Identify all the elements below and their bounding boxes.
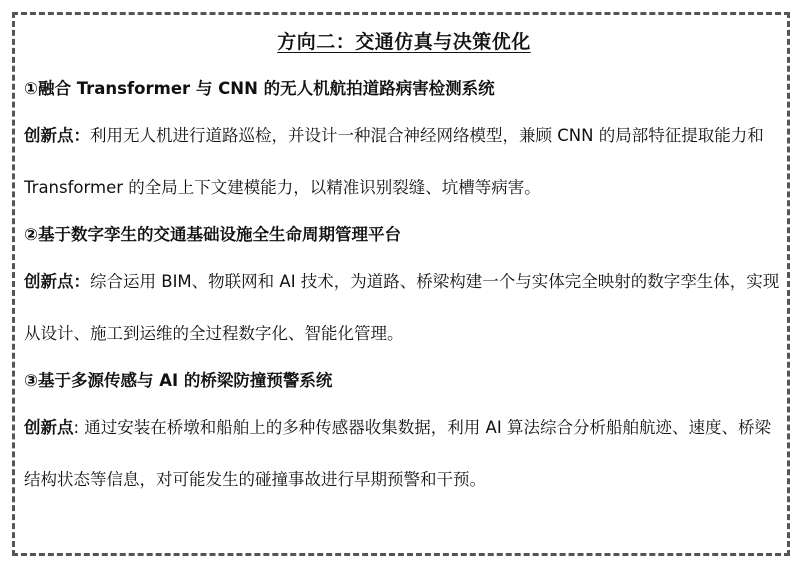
innovation-label: 创新点： [24, 272, 90, 291]
innovation-text: : 通过安装在桥墩和船舶上的多种传感器收集数据，利用 AI 算法综合分析船舶航迹、速度、桥梁结构状态等信息，对可能发生的碰撞事故进行早期预警和干预。 [24, 418, 771, 489]
section-paragraph [24, 402, 784, 506]
innovation-text: 综合运用 BIM、物联网和 AI 技术，为道路、桥梁构建一个与实体完全映射的数字孪生体，实现从设计、施工到运维的全过程数字化、智能化管理。 [24, 272, 780, 343]
innovation-label: 创新点 [24, 418, 74, 437]
section-heading: ②基于数字孪生的交通基础设施全生命周期管理平台 [24, 225, 401, 244]
section-paragraph [24, 256, 784, 360]
section-paragraph [24, 110, 784, 214]
section-1 [24, 76, 784, 214]
section-3 [24, 368, 784, 506]
section-2 [24, 222, 784, 360]
document-content [24, 28, 784, 506]
page-title: 方向二：交通仿真与决策优化 [277, 31, 531, 53]
section-heading: ①融合 Transformer 与 CNN 的无人机航拍道路病害检测系统 [24, 79, 495, 98]
section-heading: ③基于多源传感与 AI 的桥梁防撞预警系统 [24, 371, 333, 390]
innovation-text: 利用无人机进行道路巡检，并设计一种混合神经网络模型，兼顾 CNN 的局部特征提取能力和 Transformer 的全局上下文建模能力，以精准识别裂缝、坑槽等病害。 [24, 126, 764, 197]
innovation-label: 创新点： [24, 126, 90, 145]
